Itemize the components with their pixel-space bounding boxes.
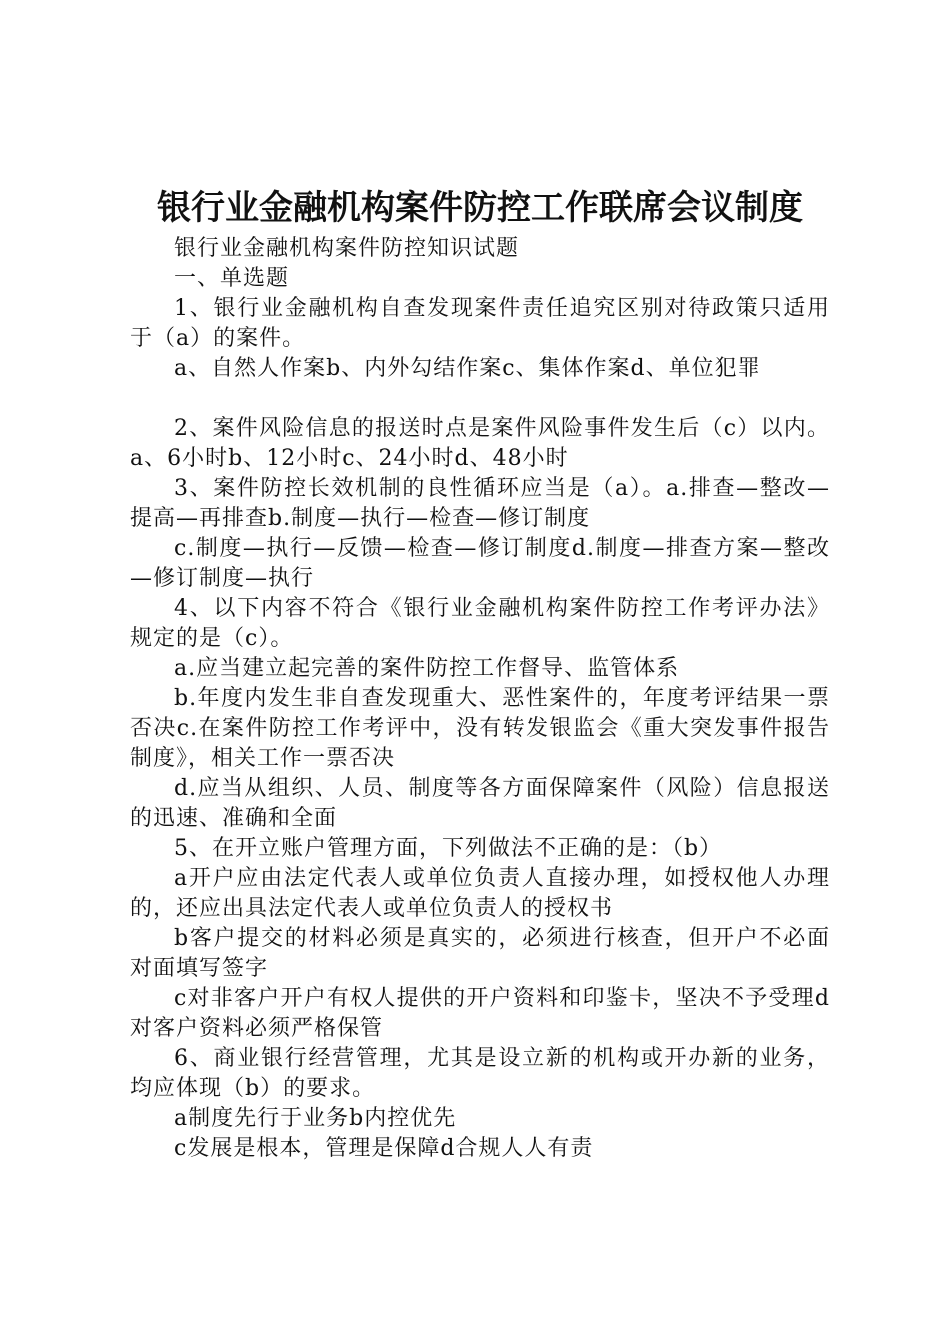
paragraph-question-5: 5、在开立账户管理方面，下列做法不正确的是：（b）	[174, 836, 723, 861]
paragraph-question-6: 6、商业银行经营管理，尤其是设立新的机构或开办新的业务，均应体现（b）的要求。	[130, 1046, 830, 1101]
paragraph-question-3-options: c.制度—执行—反馈—检查—修订制度d.制度—排查方案—整改—修订制度—执行	[130, 536, 830, 591]
paragraph-question-3: 3、案件防控长效机制的良性循环应当是（a）。a.排查—整改—提高—再排查b.制度—执行—检查—修订制度	[130, 476, 830, 531]
paragraph-question-1-options: a、自然人作案b、内外勾结作案c、集体作案d、单位犯罪	[174, 356, 761, 381]
paragraph-section-heading: 一、单选题	[174, 266, 290, 291]
paragraph-question-1: 1、银行业金融机构自查发现案件责任追究区别对待政策只适用于（a）的案件。	[130, 296, 830, 351]
paragraph-question-5-option-b: b客户提交的材料必须是真实的，必须进行核查，但开户不必面对面填写签字	[130, 926, 830, 981]
paragraph-question-4-option-b-c: b.年度内发生非自查发现重大、恶性案件的，年度考评结果一票否决c.在案件防控工作考评中，没有转发银监会《重大突发事件报告制度》，相关工作一票否决	[130, 686, 830, 771]
document-title: 银行业金融机构案件防控工作联席会议制度	[157, 188, 803, 228]
paragraph-question-2: 2、案件风险信息的报送时点是案件风险事件发生后（c）以内。a、6小时b、12小时c、24小时d、48小时	[130, 416, 830, 471]
paragraph-question-5-option-a: a开户应由法定代表人或单位负责人直接办理，如授权他人办理的，还应出具法定代表人或单位负责人的授权书	[130, 866, 830, 921]
paragraph-question-6-options-c-d: c发展是根本，管理是保障d合规人人有责	[174, 1136, 594, 1161]
paragraph-question-6-options-a-b: a制度先行于业务b内控优先	[174, 1106, 457, 1131]
blank-line	[130, 384, 830, 414]
paragraph-question-4: 4、以下内容不符合《银行业金融机构案件防控工作考评办法》规定的是（c）。	[130, 596, 830, 651]
paragraph-question-4-option-a: a.应当建立起完善的案件防控工作督导、监管体系	[174, 656, 680, 681]
paragraph-subtitle: 银行业金融机构案件防控知识试题	[174, 236, 520, 261]
paragraph-question-5-option-c-d: c对非客户开户有权人提供的开户资料和印鉴卡，坚决不予受理d对客户资料必须严格保管	[130, 986, 830, 1041]
document-page	[130, 186, 830, 1164]
paragraph-question-4-option-d: d.应当从组织、人员、制度等各方面保障案件（风险）信息报送的迅速、准确和全面	[130, 776, 830, 831]
